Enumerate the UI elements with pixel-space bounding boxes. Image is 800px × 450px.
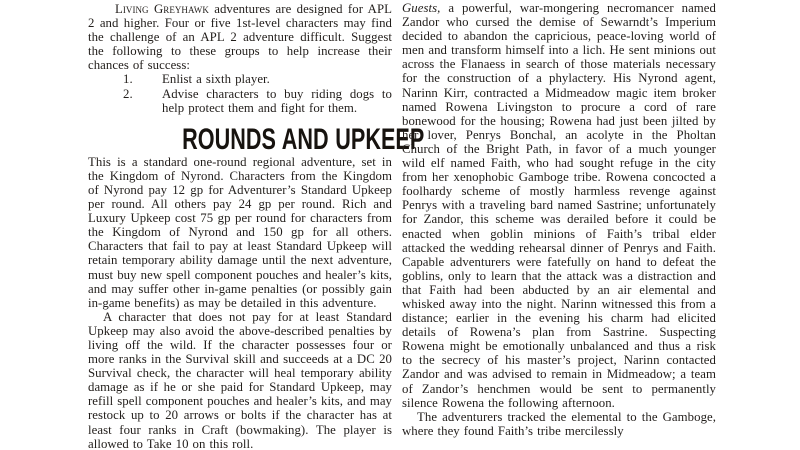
list-item-text: Advise characters to buy riding dogs to help protect them and fight for them. [162,86,392,115]
list-item-text: Enlist a sixth player. [162,72,270,87]
background-paragraph-text: a powerful, war-mongering necromancer named Zandor who cursed the demise of Sewarndt’s Imperium decided to abandon the capricious, peace-loving world of men and transform himself into a lich. He sent minions out across the Flanaess in search of those materials necessary for the construction of a phylactery. His Nyrond agent, Narinn Kirr, contracted a Midmeadow magic item broker named Rowena Livingston to procure a cord of rare bonewood for the housing; Rowena had just been jilted by her lover, Penrys Bonchal, an acolyte in the Pholtan Church of the Bright Path, in favor of a much younger wild elf named Faith, who had sought refuge in the city from her xenophobic Gamboge tribe. Rowena concocted a foolhardy scheme of mostly harmless revenge against Penrys with a traveling bard named Sastrine; unfortunately for Zandor, this scheme was derailed before it could be enacted when goblin minions of Faith’s tribal elder attacked the wedding rehearsal dinner of Penrys and Faith. Capable adventurers were fatefully on hand to defeat the goblins, only to learn that the attack was a distraction and that Faith had been abducted by an air elemental and whisked away into the night. Narinn witnessed this from a distance; earlier in the evening his charm had elicited details of Rowena’s plan from Sastrine. Suspecting Rowena might be emotionally unbalanced and thus a risk to the secrecy of his master’s project, Narinn contacted Zandor and was advised to remain in Midmeadow; a team of Zandor’s henchmen would be sent to permanently silence Rowena the following afternoon. [402,1,716,410]
section-heading [88,122,425,156]
survival-paragraph: A character that does not pay for at least Standard Upkeep may also avoid the above-described penalties by living off the wild. If the character possesses four or more ranks in the Survival skill and succeeds at a DC 20 Survival check, the character will heal temporary ability damage as if he or she paid for Standard Upkeep, may refill spell component pouches and healer’s kits, and may restock up to 20 arrows or bolts if the character has at least four ranks in Craft (bowmaking). The player is allowed to Take 10 on this roll. [88,309,392,450]
list-item-number: 2. [123,86,133,101]
intro-paragraph-text: adventures are designed for APL 2 and higher. Four or five 1st-level characters may find the challenge of an APL 2 adventure difficult. Suggest the following to these groups to help increase their chances of success: [88,2,392,73]
list-item-number: 1. [123,72,133,87]
intro-paragraph [88,2,392,72]
background-paragraph [402,1,716,410]
hook-paragraph: The adventurers tracked the elemental to the Gamboge, where they found Faith’s tribe mercilessly [402,409,716,438]
section-heading-text: ROUNDS AND UPKEEP [182,122,425,156]
list-item [88,72,392,86]
list-item [88,87,392,115]
adventure-title-italic: Guests, [402,1,441,15]
campaign-name-smallcaps: Living Greyhawk [115,2,209,16]
upkeep-paragraph: This is a standard one-round regional adventure, set in the Kingdom of Nyrond. Characters from the Kingdom of Nyrond pay 12 gp for Adventurer’s Standard Upkeep per round. All others pay 24 gp per round. Rich and Luxury Upkeep cost 75 gp per round for characters from the Kingdom of Nyrond and 150 gp for all others. Characters that fail to pay at least Standard Upkeep will retain temporary ability damage until the next adventure, must buy new spell component pouches and healer’s kits, and may suffer other in-game penalties (or possibly gain in-game benefits) as may be detailed in this adventure. [88,154,392,310]
right-column [402,0,716,438]
suggestion-list [88,72,392,114]
